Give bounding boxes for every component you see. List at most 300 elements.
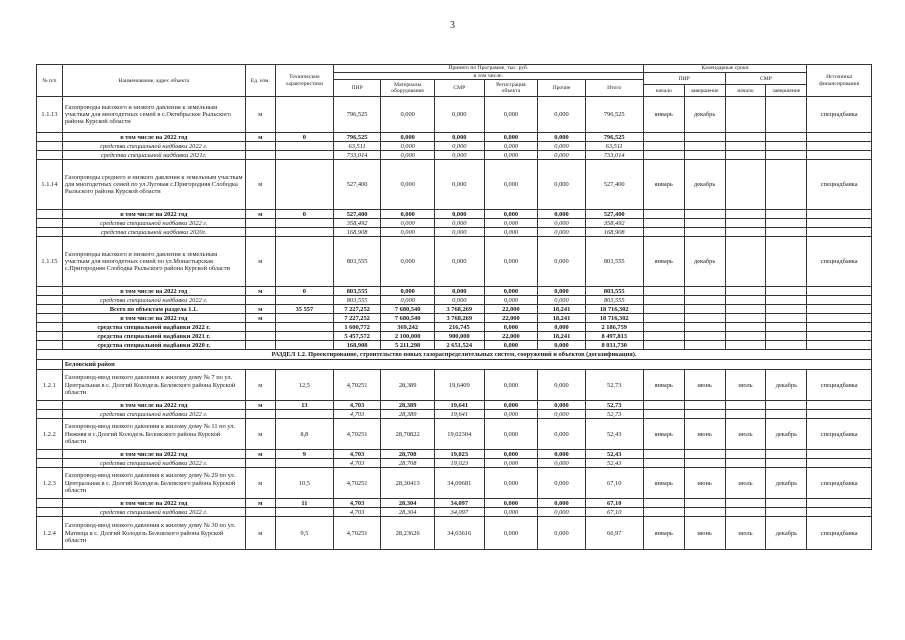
cell-pir: 803,555 (333, 237, 380, 287)
cell-pir-start: январь (643, 517, 684, 550)
header-calendar: Календарные сроки (643, 65, 807, 73)
subtotal-row (37, 459, 872, 468)
cell-registration: 0,000 (484, 219, 538, 228)
cell-pir: 4,703 (333, 401, 380, 410)
cell-total: 67,10 (585, 508, 643, 517)
cell-num: 1.1.13 (37, 97, 63, 133)
cell-pir: 527,400 (333, 210, 380, 219)
cell-name: в том числе на 2022 год (62, 401, 245, 410)
cell-total: 733,014 (585, 151, 643, 160)
cell-pir-start (643, 151, 684, 160)
cell-unit: м (245, 210, 275, 219)
cell-total: 527,400 (585, 210, 643, 219)
cell-materials: 28,389 (381, 401, 435, 410)
cell-funding (807, 305, 872, 314)
cell-other: 0,000 (538, 468, 585, 499)
cell-pir-start (643, 323, 684, 332)
cell-pir-start (643, 341, 684, 350)
table-body (37, 97, 872, 550)
cell-name: средства специальной надбавки 2021г. (62, 151, 245, 160)
cell-name: средства специальной надбавки 2022 г. (62, 219, 245, 228)
cell-smr-start (725, 332, 766, 341)
cell-funding: спецнадбавка (807, 370, 872, 401)
total-row (37, 401, 872, 410)
header-materials: Материалы оборудование (381, 80, 435, 97)
cell-smr-start (725, 323, 766, 332)
cell-smr: 0,000 (435, 210, 484, 219)
cell-num: 1.2.3 (37, 468, 63, 499)
cell-smr-end (766, 142, 807, 151)
cell-pir-end (684, 459, 725, 468)
cell-unit: м (245, 468, 275, 499)
cell-unit: м (245, 314, 275, 323)
cell-smr-end (766, 228, 807, 237)
subtotal-row (37, 410, 872, 419)
header-name: Наименование, адрес объекта (62, 65, 245, 97)
object-row (37, 370, 872, 401)
cell-smr: 19,641 (435, 401, 484, 410)
cell-num (37, 133, 63, 142)
cell-num (37, 323, 63, 332)
table-header (37, 65, 872, 97)
cell-total: 803,555 (585, 237, 643, 287)
cell-pir-end: декабрь (684, 160, 725, 210)
section-header-row (37, 350, 872, 360)
cell-total: 52,73 (585, 401, 643, 410)
cell-smr-end: декабрь (766, 468, 807, 499)
cell-total: 2 186,759 (585, 323, 643, 332)
cell-other: 0,000 (538, 370, 585, 401)
cell-pir-start (643, 459, 684, 468)
cell-name: в том числе на 2022 год (62, 499, 245, 508)
cell-num: 1.2.4 (37, 517, 63, 550)
cell-pir-end (684, 142, 725, 151)
subtotal-row (37, 142, 872, 151)
cell-pir: 5 457,572 (333, 332, 380, 341)
cell-materials: 0,000 (381, 97, 435, 133)
cell-pir: 527,400 (333, 160, 380, 210)
cell-unit: м (245, 499, 275, 508)
cell-smr-start (725, 341, 766, 350)
cell-pir-start: январь (643, 419, 684, 450)
cell-smr: 34,09681 (435, 468, 484, 499)
cell-unit (245, 228, 275, 237)
cell-pir-end (684, 314, 725, 323)
cell-tech: 9 (275, 450, 333, 459)
cell-name: средства специальной надбавки 2022 г. (62, 459, 245, 468)
cell-num (37, 332, 63, 341)
cell-materials: 7 680,540 (381, 314, 435, 323)
cell-smr-end: декабрь (766, 517, 807, 550)
cell-smr: 0,000 (435, 142, 484, 151)
cell-smr-start (725, 142, 766, 151)
cell-unit: м (245, 160, 275, 210)
cell-funding: спецнадбавка (807, 237, 872, 287)
cell-smr-start (725, 305, 766, 314)
cell-materials: 28,389 (381, 410, 435, 419)
cell-name: Газопровод-ввод низкого давления к жилому дому № 11 по ул. Нижняя в с.Долгий Колодезь Беловского района Курской области (62, 419, 245, 450)
cell-tech (275, 459, 333, 468)
cell-pir-start: январь (643, 160, 684, 210)
cell-smr-end (766, 133, 807, 142)
cell-pir-start: январь (643, 97, 684, 133)
cell-pir-end (684, 228, 725, 237)
cell-total: 52,73 (585, 370, 643, 401)
cell-other: 0,000 (538, 97, 585, 133)
cell-pir-end (684, 341, 725, 350)
cell-smr-start: июль (725, 517, 766, 550)
cell-tech (275, 228, 333, 237)
cell-total: 18 716,302 (585, 314, 643, 323)
district-header-row (37, 360, 872, 370)
cell-pir-end: июнь (684, 468, 725, 499)
cell-smr-start (725, 314, 766, 323)
cell-smr-start (725, 410, 766, 419)
cell-materials: 28,708 (381, 459, 435, 468)
cell-pir: 803,555 (333, 296, 380, 305)
cell-funding (807, 323, 872, 332)
cell-tech: 0 (275, 287, 333, 296)
cell-pir: 803,555 (333, 287, 380, 296)
cell-tech: 10,5 (275, 468, 333, 499)
cell-other: 0,000 (538, 410, 585, 419)
cell-other: 0,000 (538, 459, 585, 468)
object-row (37, 160, 872, 210)
cell-tech: 9,5 (275, 517, 333, 550)
cell-unit (245, 332, 275, 341)
cell-funding: спецнадбавка (807, 468, 872, 499)
cell-pir-start (643, 450, 684, 459)
cell-funding (807, 142, 872, 151)
cell-pir: 7 227,252 (333, 305, 380, 314)
cell-smr: 19,6409 (435, 370, 484, 401)
cell-registration: 0,000 (484, 287, 538, 296)
header-cal-pir: ПИР (643, 73, 725, 85)
cell-num (37, 210, 63, 219)
object-row (37, 468, 872, 499)
cell-name: Всего по объектам раздела 1.1. (62, 305, 245, 314)
cell-pir-end (684, 410, 725, 419)
cell-smr-start (725, 287, 766, 296)
cell-total: 527,400 (585, 160, 643, 210)
cell-funding (807, 332, 872, 341)
cell-smr-start (725, 450, 766, 459)
cell-smr-start (725, 97, 766, 133)
cell-other: 0,000 (538, 296, 585, 305)
cell-pir: 4,703 (333, 508, 380, 517)
cell-name: в том числе на 2022 год (62, 210, 245, 219)
cell-registration: 0,000 (484, 499, 538, 508)
section-title: РАЗДЕЛ 1.2. Проектирование, строительство новых газораспределительных систем, сооружений и объектов (догазификация). (37, 350, 872, 360)
cell-registration: 0,000 (484, 517, 538, 550)
cell-registration: 0,000 (484, 296, 538, 305)
cell-total: 63,511 (585, 142, 643, 151)
cell-smr: 0,000 (435, 160, 484, 210)
cell-pir-start (643, 142, 684, 151)
cell-num (37, 314, 63, 323)
total-row (37, 210, 872, 219)
cell-pir: 358,492 (333, 219, 380, 228)
cell-num (37, 499, 63, 508)
cell-pir-start (643, 296, 684, 305)
cell-pir-end (684, 508, 725, 517)
cell-smr: 3 768,269 (435, 305, 484, 314)
cell-funding (807, 314, 872, 323)
header-pir-end: завершение (684, 85, 725, 97)
cell-materials: 7 680,540 (381, 305, 435, 314)
cell-num (37, 142, 63, 151)
cell-other: 0,000 (538, 228, 585, 237)
cell-smr-start (725, 133, 766, 142)
cell-smr: 2 651,524 (435, 341, 484, 350)
cell-pir: 63,511 (333, 142, 380, 151)
cell-name: средства специальной надбавки 2022 г. (62, 296, 245, 305)
cell-registration: 0,000 (484, 97, 538, 133)
cell-funding (807, 151, 872, 160)
cell-materials: 5 211,298 (381, 341, 435, 350)
cell-pir-start (643, 314, 684, 323)
cell-smr-start (725, 228, 766, 237)
cell-pir-end: июнь (684, 370, 725, 401)
cell-tech (275, 151, 333, 160)
cell-registration: 22,000 (484, 314, 538, 323)
cell-smr-end (766, 314, 807, 323)
cell-tech (275, 97, 333, 133)
cell-other: 0,000 (538, 401, 585, 410)
cell-pir: 4,70251 (333, 468, 380, 499)
cell-tech (275, 237, 333, 287)
cell-unit (245, 219, 275, 228)
cell-name: средства специальной надбавки 2022 г. (62, 410, 245, 419)
cell-smr-end (766, 341, 807, 350)
cell-other: 0,000 (538, 323, 585, 332)
cell-materials: 28,389 (381, 370, 435, 401)
cell-total: 8 497,813 (585, 332, 643, 341)
cell-funding (807, 499, 872, 508)
cell-funding (807, 459, 872, 468)
cell-name: в том числе на 2022 год (62, 133, 245, 142)
cell-smr: 0,000 (435, 97, 484, 133)
cell-funding (807, 219, 872, 228)
header-tech: Технические характеристики (275, 65, 333, 97)
cell-materials: 28,23626 (381, 517, 435, 550)
cell-num (37, 459, 63, 468)
cell-materials: 369,242 (381, 323, 435, 332)
cell-funding (807, 450, 872, 459)
cell-tech (275, 314, 333, 323)
header-including: в том числе: (333, 73, 643, 80)
cell-pir-end (684, 210, 725, 219)
cell-pir: 4,70251 (333, 517, 380, 550)
cell-tech (275, 160, 333, 210)
cell-total: 52,73 (585, 410, 643, 419)
district-title: Беловский район (62, 360, 871, 370)
cell-pir-end: декабрь (684, 97, 725, 133)
cell-unit (245, 323, 275, 332)
cell-total: 18 716,302 (585, 305, 643, 314)
cell-smr: 19,023 (435, 450, 484, 459)
cell-unit: м (245, 450, 275, 459)
cell-pir-end (684, 332, 725, 341)
cell-smr-end (766, 401, 807, 410)
cell-pir-end (684, 401, 725, 410)
cell-tech (275, 332, 333, 341)
cell-smr-start (725, 219, 766, 228)
cell-other: 0,000 (538, 450, 585, 459)
cell-smr-end: декабрь (766, 419, 807, 450)
cell-materials: 28,70822 (381, 419, 435, 450)
cell-smr-start (725, 151, 766, 160)
cell-num (37, 401, 63, 410)
cell-smr-start (725, 160, 766, 210)
cell-tech (275, 323, 333, 332)
cell-smr: 34,03616 (435, 517, 484, 550)
cell-num (37, 508, 63, 517)
cell-name: Газопровод-ввод низкого давления к жилому дому № 7 по ул. Центральная в с. Долгий Колодезь Беловского района Курской области (62, 370, 245, 401)
cell-smr-start (725, 508, 766, 517)
cell-registration: 0,000 (484, 341, 538, 350)
cell-smr-end (766, 97, 807, 133)
cell-materials: 0,000 (381, 133, 435, 142)
cell-num (37, 305, 63, 314)
subtotal-row (37, 151, 872, 160)
cell-pir: 4,703 (333, 410, 380, 419)
total-row (37, 341, 872, 350)
cell-registration: 0,000 (484, 508, 538, 517)
cell-total: 358,492 (585, 219, 643, 228)
cell-num: 1.1.14 (37, 160, 63, 210)
cell-pir: 796,525 (333, 97, 380, 133)
cell-other: 0,000 (538, 219, 585, 228)
cell-tech (275, 410, 333, 419)
cell-pir-end: декабрь (684, 237, 725, 287)
cell-unit (245, 296, 275, 305)
cell-other: 0,000 (538, 517, 585, 550)
cell-registration: 22,000 (484, 305, 538, 314)
cell-unit: м (245, 237, 275, 287)
total-row (37, 450, 872, 459)
cell-tech (275, 341, 333, 350)
cell-other: 0,000 (538, 341, 585, 350)
cell-smr: 3 768,269 (435, 314, 484, 323)
cell-smr-end (766, 151, 807, 160)
cell-pir-end (684, 151, 725, 160)
header-num: № п/п (37, 65, 63, 97)
cell-registration: 22,000 (484, 332, 538, 341)
cell-funding: спецнадбавка (807, 160, 872, 210)
cell-registration: 0,000 (484, 323, 538, 332)
cell-num (37, 151, 63, 160)
cell-total: 796,525 (585, 133, 643, 142)
cell-unit: м (245, 305, 275, 314)
object-row (37, 517, 872, 550)
cell-pir-end (684, 133, 725, 142)
cell-smr-end (766, 219, 807, 228)
cell-num (37, 410, 63, 419)
cell-total: 803,555 (585, 287, 643, 296)
cell-other: 18,241 (538, 332, 585, 341)
cell-tech (275, 219, 333, 228)
object-row (37, 97, 872, 133)
cell-name: Газопровод-ввод низкого давления к жилому дому № 29 по ул. Центральная в с. Долгий Колодезь Беловского района Курской области (62, 468, 245, 499)
cell-pir-end: июнь (684, 419, 725, 450)
cell-other: 18,241 (538, 305, 585, 314)
cell-pir-end (684, 499, 725, 508)
cell-smr-start (725, 401, 766, 410)
cell-tech (275, 508, 333, 517)
cell-registration: 0,000 (484, 228, 538, 237)
cell-funding: спецнадбавка (807, 419, 872, 450)
cell-materials: 28,708 (381, 450, 435, 459)
cell-name: Газопроводы высокого и низкого давления к земельным участкам для многодетных семей по ул.Монастырская с.Пригородняя Слободка Рыльского района Курской области (62, 237, 245, 287)
cell-pir-start (643, 332, 684, 341)
cell-pir-start (643, 508, 684, 517)
cell-total: 52,43 (585, 459, 643, 468)
cell-pir: 4,70251 (333, 370, 380, 401)
cell-materials: 0,000 (381, 287, 435, 296)
cell-unit: м (245, 517, 275, 550)
header-registration: Регистрация объекта (484, 80, 538, 97)
cell-funding (807, 133, 872, 142)
subtotal-row (37, 228, 872, 237)
cell-funding (807, 341, 872, 350)
cell-smr-start (725, 459, 766, 468)
cell-smr-end (766, 332, 807, 341)
cell-smr-end (766, 410, 807, 419)
cell-pir-start (643, 305, 684, 314)
cell-pir-start (643, 219, 684, 228)
cell-name: Газопроводы высокого и низкого давления к земельным участкам для многодетных семей в с.Октябрьское Рыльского района Курской области (62, 97, 245, 133)
cell-materials: 0,000 (381, 237, 435, 287)
cell-smr-end (766, 160, 807, 210)
cell-smr: 34,097 (435, 499, 484, 508)
cell-funding (807, 287, 872, 296)
cell-materials: 28,30413 (381, 468, 435, 499)
cell-tech: 11 (275, 499, 333, 508)
header-smr-end: завершение (766, 85, 807, 97)
cell-tech (275, 296, 333, 305)
cell-funding (807, 410, 872, 419)
total-row (37, 287, 872, 296)
cell-num (37, 450, 63, 459)
cell-name: средства специальной надбавки 2021 г. (62, 332, 245, 341)
cell-smr: 0,000 (435, 287, 484, 296)
subtotal-row (37, 219, 872, 228)
cell-pir-end (684, 296, 725, 305)
cell-smr-end: декабрь (766, 370, 807, 401)
cell-pir: 4,703 (333, 499, 380, 508)
total-row (37, 323, 872, 332)
cell-smr: 0,000 (435, 219, 484, 228)
cell-unit: м (245, 419, 275, 450)
cell-materials: 0,000 (381, 160, 435, 210)
total-row (37, 314, 872, 323)
cell-smr-end (766, 237, 807, 287)
cell-other: 0,000 (538, 237, 585, 287)
total-row (37, 305, 872, 314)
object-row (37, 419, 872, 450)
cell-other: 0,000 (538, 499, 585, 508)
cell-pir: 4,703 (333, 450, 380, 459)
cell-pir: 4,703 (333, 459, 380, 468)
cell-unit (245, 508, 275, 517)
cell-smr: 0,000 (435, 237, 484, 287)
cell-pir-start (643, 228, 684, 237)
cell-unit (245, 151, 275, 160)
cell-materials: 0,000 (381, 142, 435, 151)
header-smr: СМР (435, 80, 484, 97)
cell-total: 796,525 (585, 97, 643, 133)
